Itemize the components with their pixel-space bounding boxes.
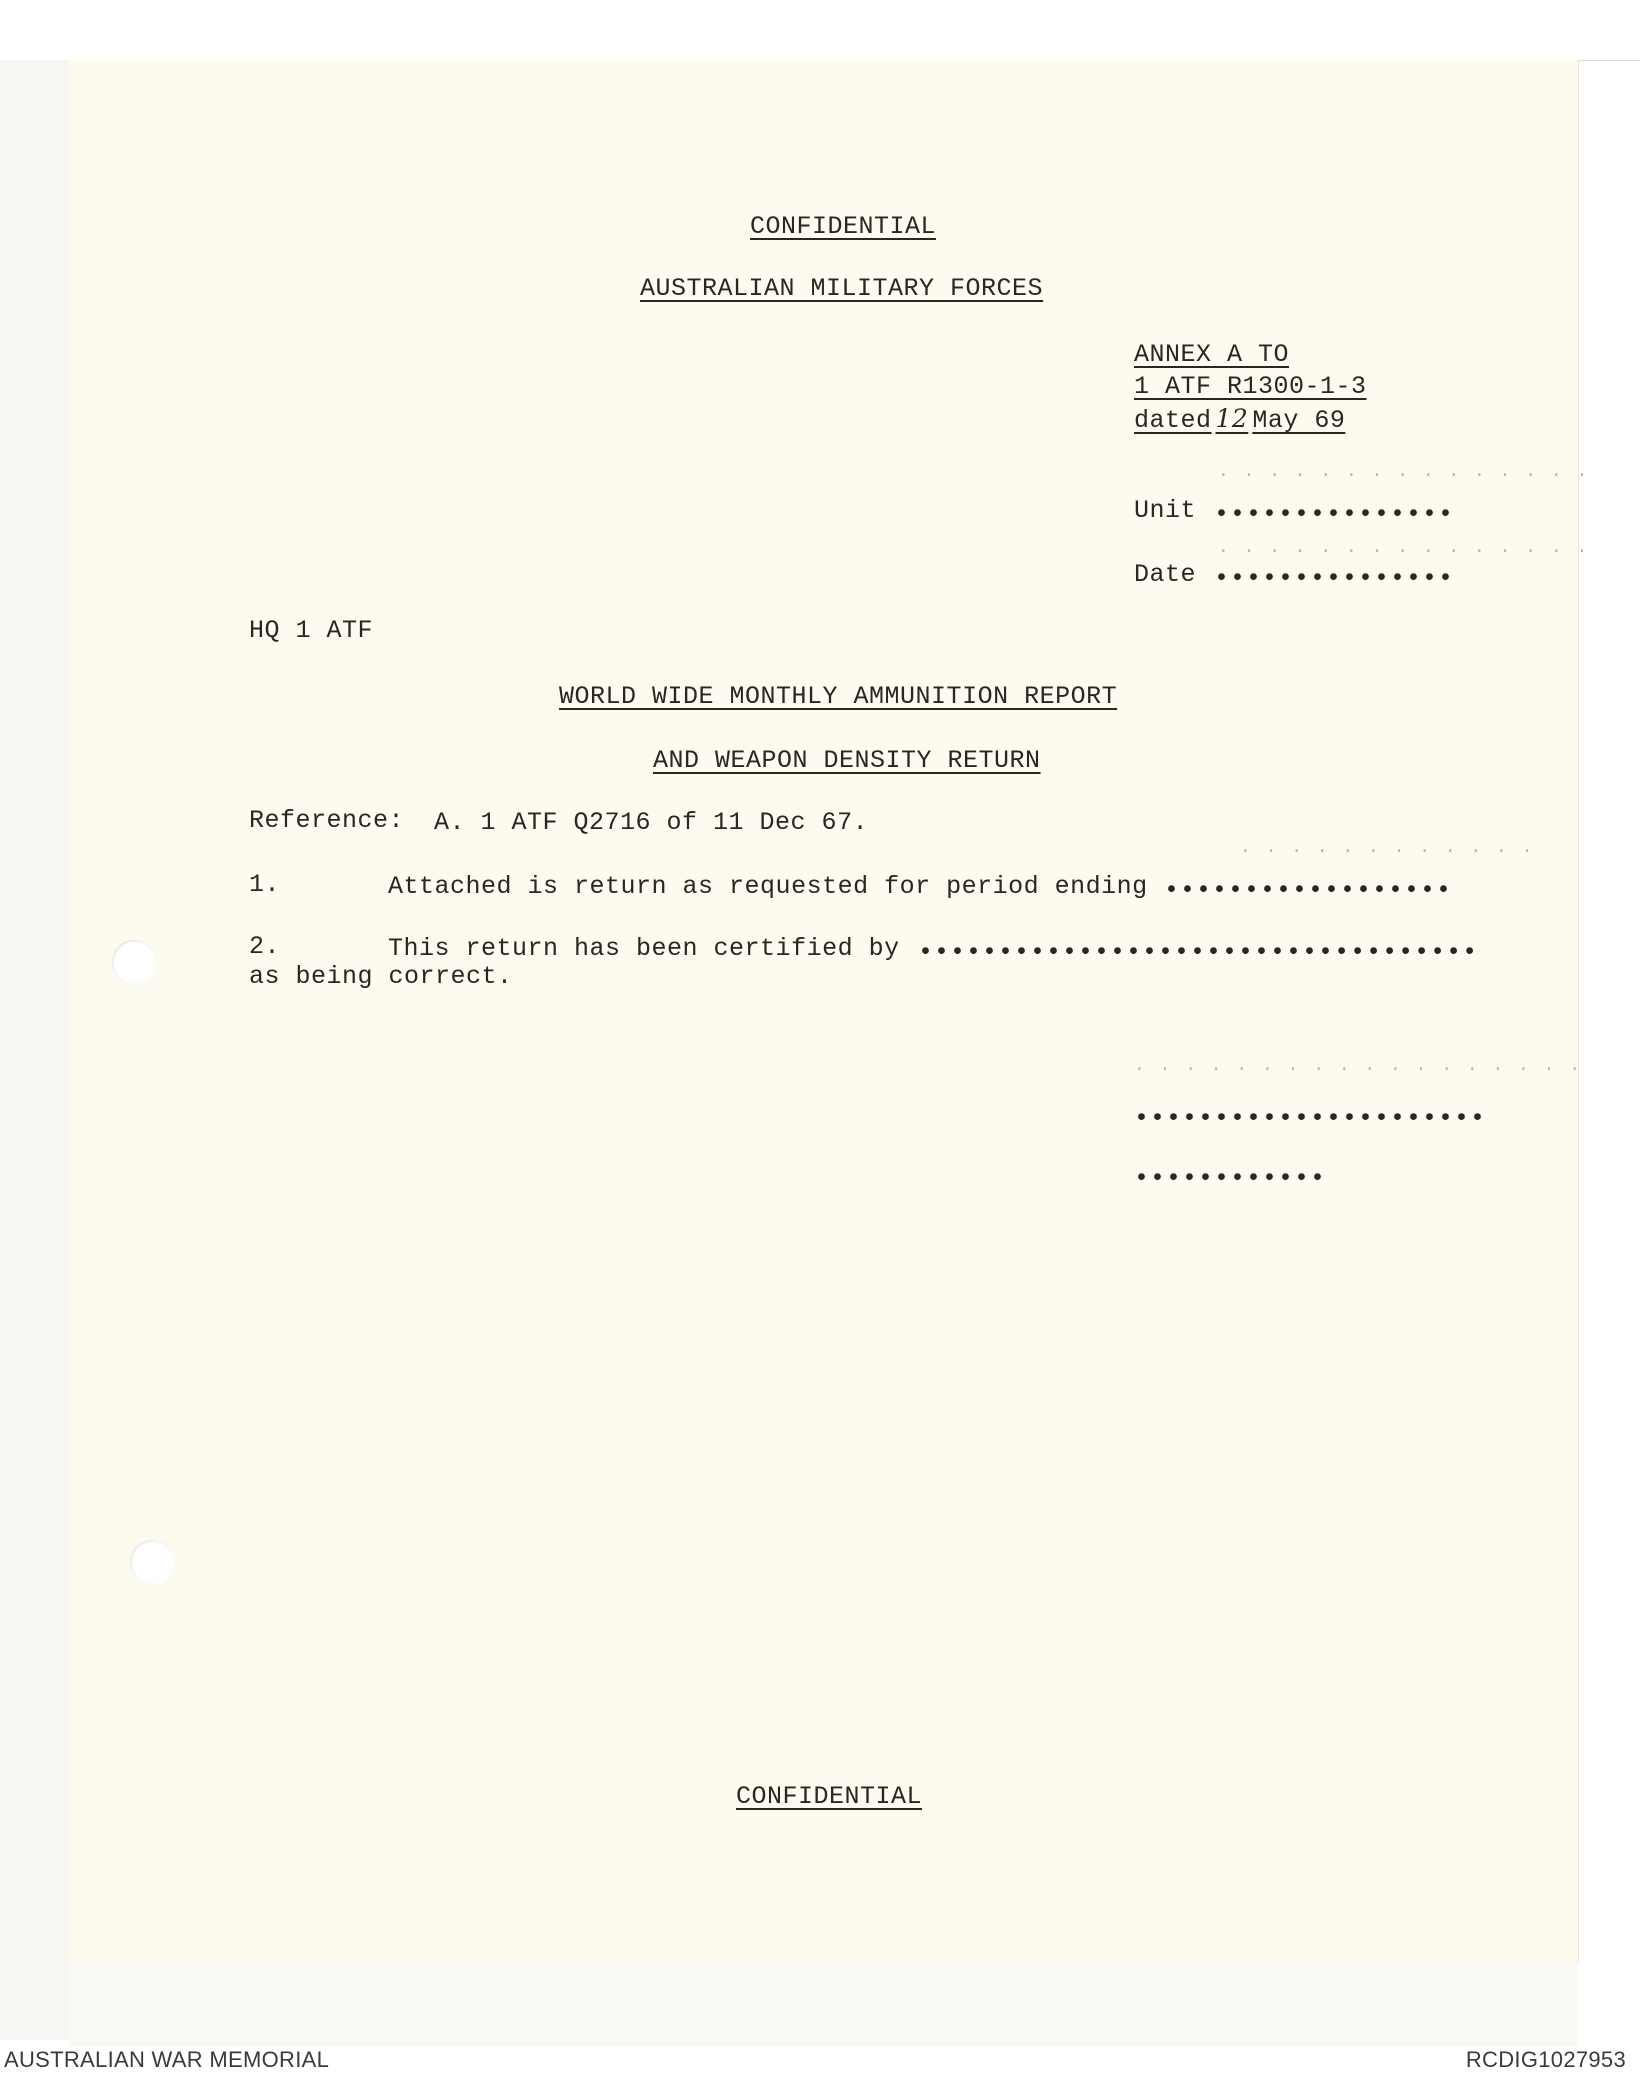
report-title-line-1: WORLD WIDE MONTHLY AMMUNITION REPORT: [559, 682, 1118, 711]
annex-line-2: 1 ATF R1300-1-3: [1134, 372, 1367, 401]
signature-field-dots[interactable]: ••••••••••••••••••••••: [1134, 1104, 1487, 1133]
footer-archive-name: AUSTRALIAN WAR MEMORIAL: [4, 2047, 330, 2072]
addressee: HQ 1 ATF: [249, 616, 374, 645]
annex-line-1: ANNEX A TO: [1134, 340, 1290, 369]
classification-footer: CONFIDENTIAL: [736, 1782, 923, 1811]
paragraph-1-number: 1.: [249, 870, 281, 899]
paragraph-1-text: Attached is return as requested for period ending: [388, 872, 1148, 901]
appointment-field-dots[interactable]: ••••••••••••: [1134, 1164, 1327, 1193]
reference-label: Reference:: [249, 806, 405, 835]
punch-hole-lower: [130, 1540, 174, 1584]
annex-handwritten-day: 12: [1215, 404, 1249, 433]
date-label: Date: [1134, 560, 1197, 589]
certified-by-field-dots[interactable]: •••••••••••••••••••••••••••••••••••: [918, 938, 1479, 967]
punch-hole-upper: [112, 940, 156, 984]
paragraph-2-text: This return has been certified by: [388, 934, 900, 963]
unit-dotted-guide-upper: . . . . . . . . . . . . . . .: [1218, 462, 1590, 482]
paragraph-2-number: 2.: [249, 932, 281, 961]
scan-left-margin: [0, 60, 69, 2040]
organisation-heading: AUSTRALIAN MILITARY FORCES: [640, 274, 1044, 303]
document-page: [68, 60, 1590, 1963]
annex-dated-prefix: dated: [1134, 406, 1212, 435]
scan-bottom-margin: [68, 1962, 1578, 2047]
paragraph-2-continuation: as being correct.: [249, 962, 513, 991]
signature-dotted-guide: . . . . . . . . . . . . . . . . . .: [1134, 1056, 1583, 1076]
period-ending-field-dots[interactable]: ••••••••••••••••••: [1164, 876, 1453, 905]
unit-field-dots[interactable]: •••••••••••••••: [1214, 500, 1455, 529]
date-dotted-guide-upper: . . . . . . . . . . . . . . .: [1218, 538, 1590, 558]
footer-record-id: RCDIG1027953: [1465, 2047, 1626, 2072]
unit-label: Unit: [1134, 496, 1197, 525]
annex-line-3: [1134, 404, 1345, 435]
annex-date-suffix: May 69: [1252, 406, 1346, 435]
date-field-dots[interactable]: •••••••••••••••: [1214, 564, 1455, 593]
reference-text: A. 1 ATF Q2716 of 11 Dec 67.: [434, 808, 869, 837]
scan-top-margin: [0, 0, 1640, 61]
classification-header: CONFIDENTIAL: [750, 212, 937, 241]
report-title-line-2: AND WEAPON DENSITY RETURN: [653, 746, 1041, 775]
para-1-dotted-guide: . . . . . . . . . . . .: [1240, 838, 1535, 858]
